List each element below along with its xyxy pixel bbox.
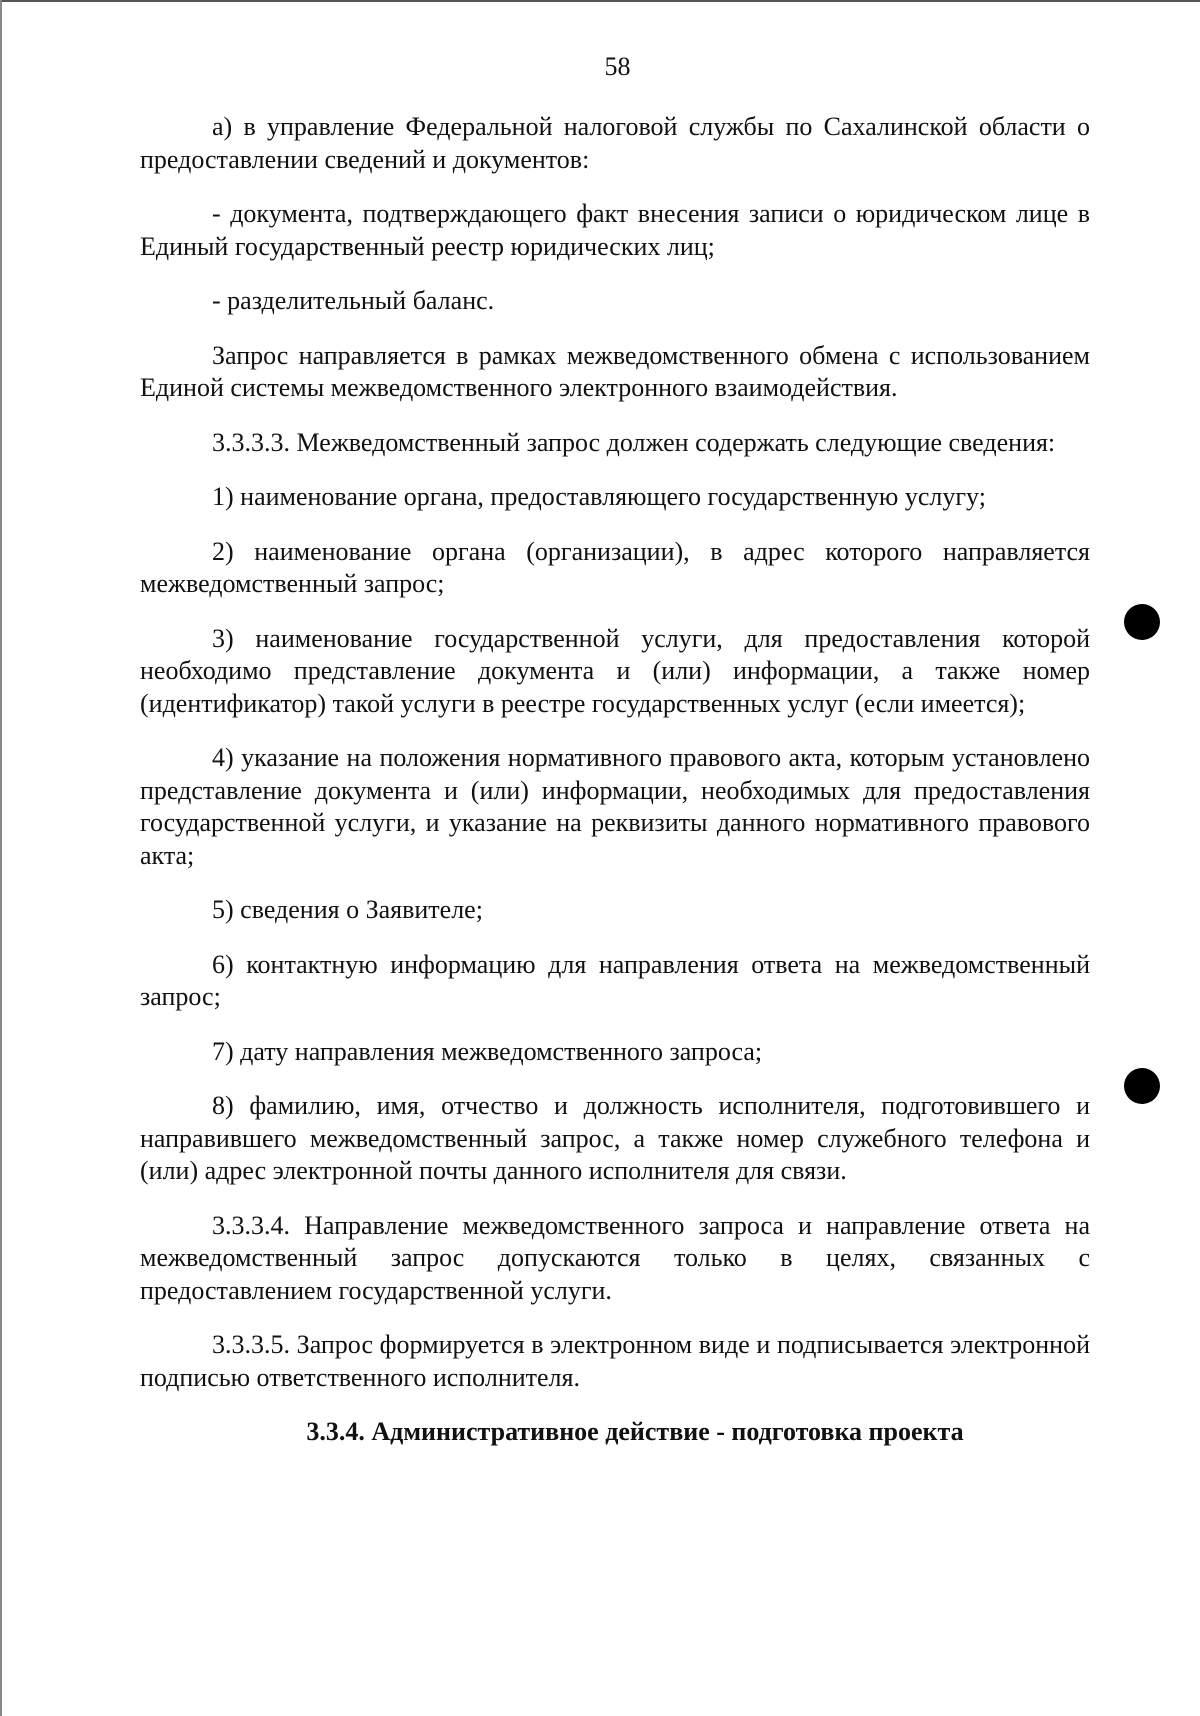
list-item-5: 5) сведения о Заявителе;	[212, 895, 483, 924]
page-number: 58	[604, 52, 631, 81]
list-item-2: 2) наименование органа (организации), в адрес которого направляется межведомственный запрос;	[140, 536, 1090, 598]
list-item-4: 4) указание на положения нормативного правового акта, которым установлено представление документа и (или) информации, необходимых для предоставления государственной услуги, и указание на реквизиты данного нормативного правового акта;	[140, 743, 1090, 870]
list-item-6: 6) контактную информацию для направления ответа на межведомственный запрос;	[140, 949, 1090, 1011]
list-item-7: 7) дату направления межведомственного запроса;	[212, 1036, 763, 1066]
paragraph-3-3-3-3: 3.3.3.3. Межведомственный запрос должен содержать следующие сведения:	[212, 427, 1056, 457]
section-heading-3-3-4: 3.3.4. Административное действие - подготовка проекта	[306, 1417, 964, 1446]
document-body	[140, 111, 1090, 1449]
punch-hole-mark	[1124, 604, 1160, 640]
paragraph-3-3-3-4: 3.3.3.4. Направление межведомственного запроса и направление ответа на межведомственный запрос допускаются только в целях, связанных с предоставлением государственной услуги.	[140, 1210, 1090, 1305]
paragraph-3-3-3-5: 3.3.3.5. Запрос формируется в электронном виде и подписывается электронной подписью ответственного исполнителя.	[140, 1330, 1090, 1392]
paragraph-balance: - разделительный баланс.	[212, 286, 495, 315]
scan-edge-left	[0, 0, 2, 1716]
list-item-1: 1) наименование органа, предоставляющего государственную услугу;	[212, 482, 986, 511]
paragraph-a-request-fns: а) в управление Федеральной налоговой службы по Сахалинской области о предоставлении сведений и документов:	[140, 112, 1090, 174]
punch-hole-mark	[1124, 1068, 1160, 1104]
paragraph-smev: Запрос направляется в рамках межведомственного обмена с использованием Единой системы межведомственного электронного взаимодействия.	[140, 340, 1090, 402]
scan-edge-top	[0, 0, 1200, 2]
paragraph-egrul-document: - документа, подтверждающего факт внесения записи о юридическом лице в Единый государственный реестр юридических лиц;	[140, 199, 1090, 261]
list-item-3: 3) наименование государственной услуги, для предоставления которой необходимо представление документа и (или) информации, а также номер (идентификатор) такой услуги в реестре государственных услуг (если имеется);	[140, 623, 1090, 718]
list-item-8: 8) фамилию, имя, отчество и должность исполнителя, подготовившего и направившего межведомственный запрос, а также номер служебного телефона и (или) адрес электронной почты данного исполнителя для связи.	[140, 1091, 1090, 1185]
